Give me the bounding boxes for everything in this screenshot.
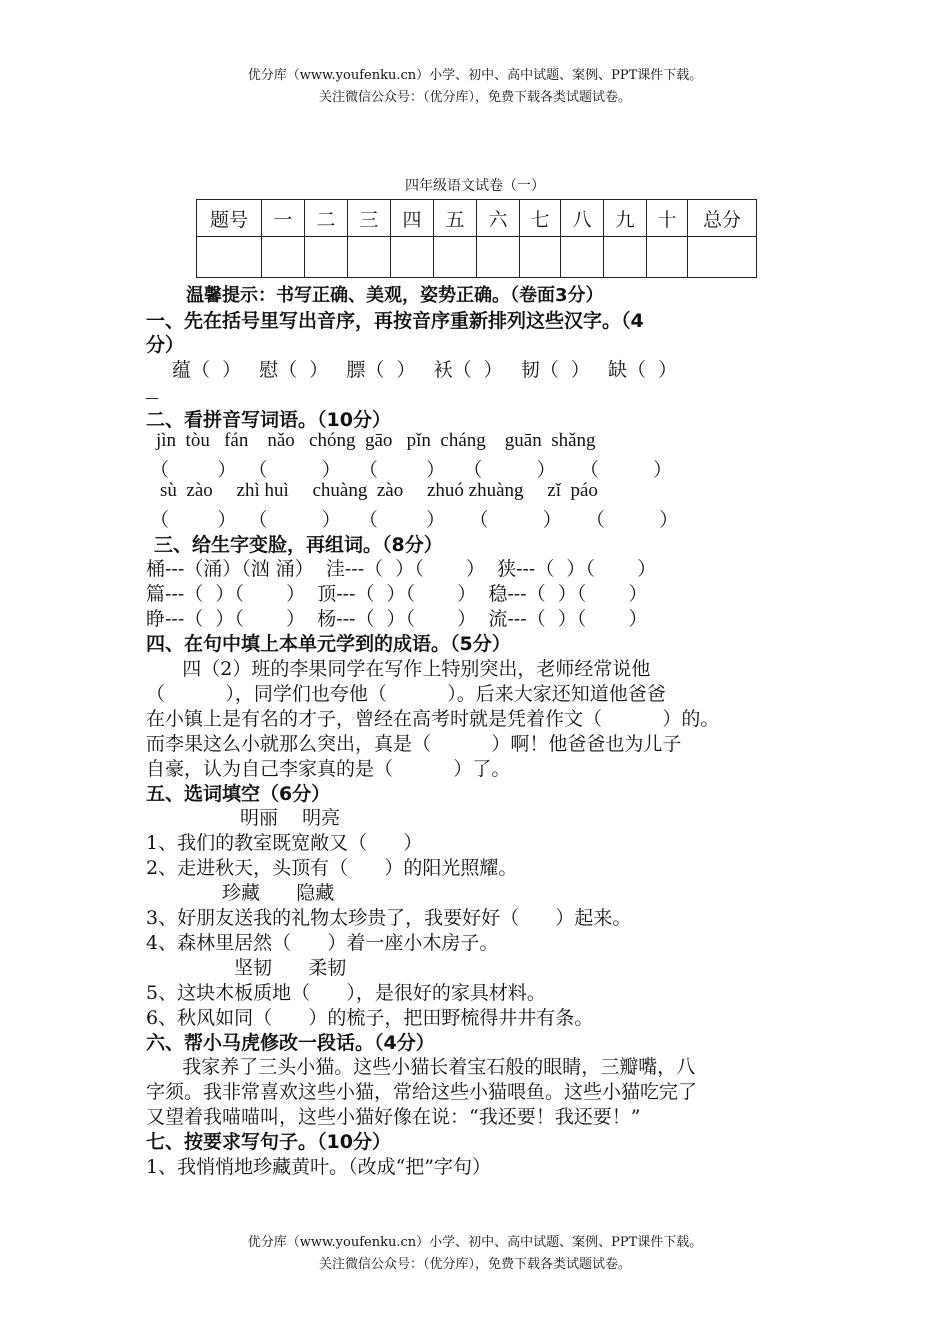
word-choice-pair-1: 明丽 明亮 xyxy=(240,807,341,829)
score-entry-cell[interactable] xyxy=(391,237,434,278)
divider-dash xyxy=(146,398,158,399)
section-7-title: 七、按要求写句子。（10分） xyxy=(146,1131,391,1153)
score-header-cell: 十 xyxy=(647,200,688,237)
score-header-cell: 四 xyxy=(391,200,434,237)
fill-question-2[interactable]: 2、走进秋天，头顶有（ ）的阳光照耀。 xyxy=(146,857,518,879)
sentence-question-1: 1、我悄悄地珍藏黄叶。（改成“把”字句） xyxy=(146,1156,492,1178)
score-table xyxy=(196,199,757,278)
score-header-cell: 三 xyxy=(348,200,391,237)
score-header-cell: 题号 xyxy=(197,200,262,237)
revise-passage-line-2: 字须。我非常喜欢这些小猫，常给这些小猫喂鱼。这些小猫吃完了 xyxy=(146,1081,698,1103)
score-header-cell: 一 xyxy=(262,200,305,237)
score-entry-cell[interactable] xyxy=(262,237,305,278)
score-entry-cell[interactable] xyxy=(477,237,520,278)
writing-tip: 温馨提示：书写正确、美观，姿势正确。（卷面3分） xyxy=(186,285,604,306)
fill-question-3[interactable]: 3、好朋友送我的礼物太珍贵了，我要好好（ ）起来。 xyxy=(146,907,632,929)
section-4-title: 四、在句中填上本单元学到的成语。（5分） xyxy=(146,633,511,655)
section-2-title: 二、看拼音写词语。（10分） xyxy=(146,409,391,431)
score-table-header-row xyxy=(197,200,757,237)
idiom-passage-line-2[interactable]: （ ），同学们也夸他（ ）。后来大家还知道他爸爸 xyxy=(146,683,666,705)
section-1-title-line-1: 一、先在括号里写出音序，再按音序重新排列这些汉字。（4 xyxy=(146,310,644,332)
fill-question-6[interactable]: 6、秋风如同（ ）的梳子，把田野梳得井井有条。 xyxy=(146,1007,594,1029)
section-3-title: 三、给生字变脸，再组词。（8分） xyxy=(154,534,443,556)
word-change-row-3[interactable]: 睁---（ ）（ ） 杨---（ ）（ ） 流---（ ）（ ） xyxy=(146,608,648,630)
section-6-title: 六、帮小马虎修改一段话。（4分） xyxy=(146,1032,435,1054)
answer-brackets-row-1[interactable]: （ ） （ ） （ ） （ ） （ ） xyxy=(150,459,673,481)
score-header-cell: 九 xyxy=(604,200,647,237)
score-header-cell: 总分 xyxy=(688,200,757,237)
footer-line-2: 关注微信公众号：（优分库），免费下载各类试题试卷。 xyxy=(318,1257,631,1272)
idiom-passage-line-1: 四（2）班的李果同学在写作上特别突出，老师经常说他 xyxy=(146,658,651,680)
score-header-cell: 七 xyxy=(520,200,561,237)
pinyin-row-2: sù zào zhì huì chuàng zào zhuó zhuàng zǐ páo xyxy=(160,480,598,501)
score-entry-cell[interactable] xyxy=(688,237,757,278)
score-header-cell: 二 xyxy=(305,200,348,237)
pinyin-row-1: jìn tòu fán nǎo chóng gāo pǐn cháng guān shǎng xyxy=(156,430,596,451)
score-entry-cell[interactable] xyxy=(520,237,561,278)
score-entry-cell[interactable] xyxy=(604,237,647,278)
word-change-row-1[interactable]: 桶---（涌）（汹 涌） 洼---（ ）（ ） 狭---（ ）（ ） xyxy=(146,558,657,580)
fill-question-1[interactable]: 1、我们的教室既宽敞又（ ） xyxy=(146,832,423,854)
score-entry-cell[interactable] xyxy=(197,237,262,278)
fill-question-4[interactable]: 4、森林里居然（ ）着一座小木房子。 xyxy=(146,932,499,954)
fill-question-5[interactable]: 5、这块木板质地（ ），是很好的家具材料。 xyxy=(146,982,546,1004)
score-header-cell: 八 xyxy=(561,200,604,237)
score-entry-cell[interactable] xyxy=(561,237,604,278)
score-entry-cell[interactable] xyxy=(647,237,688,278)
word-choice-pair-3: 坚韧 柔韧 xyxy=(234,957,347,979)
idiom-passage-line-4[interactable]: 而李果这么小就那么突出，真是（ ）啊！他爸爸也为儿子 xyxy=(146,733,682,755)
revise-passage-line-3: 又望着我喵喵叫，这些小猫好像在说：“我还要！我还要！” xyxy=(146,1106,641,1128)
score-header-cell: 五 xyxy=(434,200,477,237)
section-1-title-line-2: 分） xyxy=(146,334,185,356)
score-entry-cell[interactable] xyxy=(348,237,391,278)
section-5-title: 五、选词填空（6分） xyxy=(146,783,331,805)
idiom-passage-line-5[interactable]: 自豪，认为自己李家真的是（ ）了。 xyxy=(146,758,511,780)
score-header-cell: 六 xyxy=(477,200,520,237)
idiom-passage-line-3[interactable]: 在小镇上是有名的才子，曾经在高考时就是凭着作文（ ）的。 xyxy=(146,708,720,730)
revise-passage-line-1: 我家养了三头小猫。这些小猫长着宝石般的眼睛，三瓣嘴，八 xyxy=(146,1056,696,1078)
score-entry-cell[interactable] xyxy=(434,237,477,278)
word-choice-pair-2: 珍藏 隐藏 xyxy=(222,882,335,904)
header-line-2: 关注微信公众号：（优分库），免费下载各类试题试卷。 xyxy=(318,90,631,105)
score-table-entry-row xyxy=(197,237,757,278)
word-change-row-2[interactable]: 篇---（ ）（ ） 顶---（ ）（ ） 稳---（ ）（ ） xyxy=(146,583,648,605)
footer-line-1: 优分库（www.youfenku.cn）小学、初中、高中试题、案例、PPT课件下载。 xyxy=(247,1235,703,1250)
paper-title: 四年级语文试卷（一） xyxy=(405,178,545,194)
section-1-characters: 蕴（ ） 慰（ ） 膘（ ） 袄（ ） 韧（ ） 缺（ ） xyxy=(172,359,678,381)
score-entry-cell[interactable] xyxy=(305,237,348,278)
header-line-1: 优分库（www.youfenku.cn）小学、初中、高中试题、案例、PPT课件下载。 xyxy=(247,68,703,83)
answer-brackets-row-2[interactable]: （ ） （ ） （ ） （ ） （ ） xyxy=(150,509,679,531)
